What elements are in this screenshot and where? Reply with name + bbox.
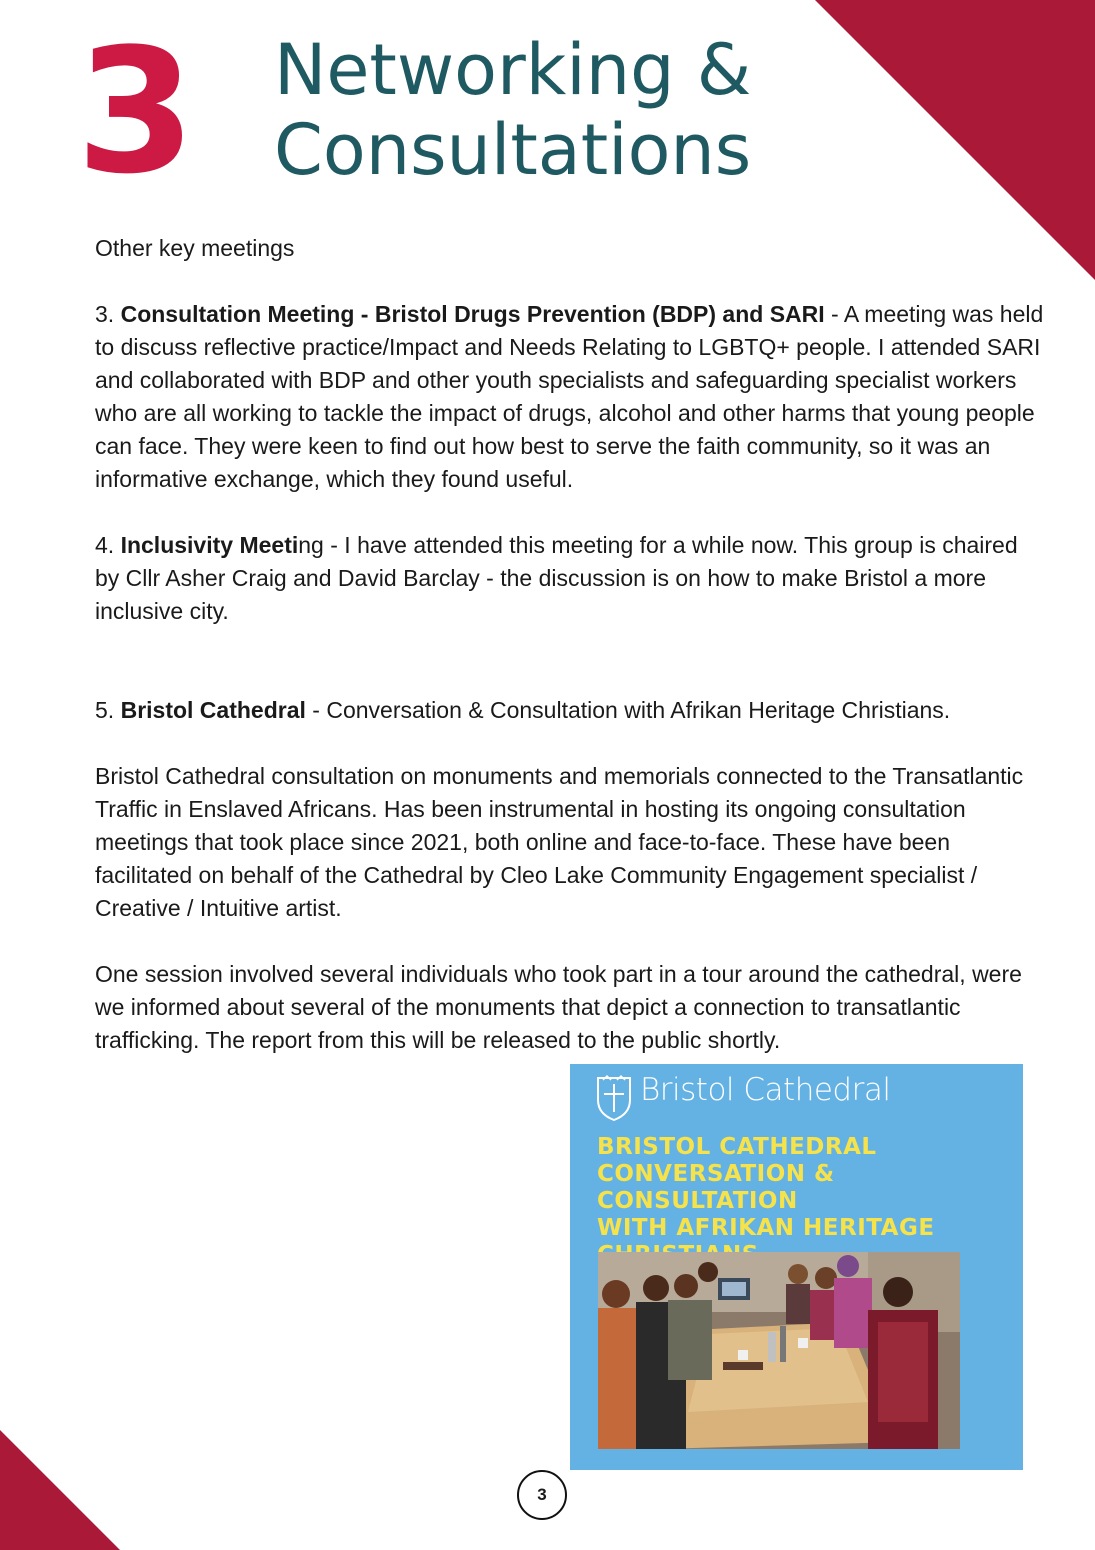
meeting-item-4 bbox=[95, 529, 1045, 628]
page-title-line-1: Networking & bbox=[274, 29, 752, 111]
item-text: - A meeting was held to discuss reflective practice/Impact and Needs Relating to LGBTQ+ people. I attended SARI and collaborated with BDP and other youth specialists and safeguarding specialist workers who are all working to tackle the impact of drugs, alcohol and other harms that young people can face. They were keen to find out how best to serve the faith community, so it was an informative exchange, which they found useful. bbox=[95, 301, 1044, 492]
item-title: Bristol Cathedral bbox=[120, 697, 306, 723]
poster-heading-line: BRISTOL CATHEDRAL bbox=[597, 1134, 877, 1160]
item-text: - Conversation & Consultation with Afrikan Heritage Christians. bbox=[305, 697, 951, 723]
poster-heading bbox=[597, 1134, 1017, 1269]
session-paragraph: One session involved several individuals who took part in a tour around the cathedral, were we informed about several of the monuments that depict a connection to transatlantic trafficking. The report from this will be released to the public shortly. bbox=[95, 961, 1022, 1053]
item-title: Consultation Meeting - Bristol Drugs Prevention (BDP) and SARI bbox=[120, 301, 825, 327]
meeting-item-3 bbox=[95, 298, 1045, 496]
intro-text: Other key meetings bbox=[95, 235, 295, 261]
item-number: 3. bbox=[95, 301, 121, 327]
meeting-item-5 bbox=[95, 694, 1045, 727]
item-text: - I have attended this meeting for a while now. This group is chaired by Cllr Asher Craig and David Barclay - the discussion is on how to make Bristol a more inclusive city. bbox=[95, 532, 1018, 624]
section-number: 3 bbox=[76, 11, 192, 212]
cathedral-poster-image bbox=[570, 1064, 1023, 1470]
page-title-line-2: Consultations bbox=[274, 109, 752, 191]
group-photo bbox=[598, 1252, 960, 1449]
consultation-paragraph: Bristol Cathedral consultation on monuments and memorials connected to the Transatlantic Traffic in Enslaved Africans. Has been instrumental in hosting its ongoing consultation meetings that took place since 2021, both online and face-to-face. These have been facilitated on behalf of the Cathedral by Cleo Lake Community Engagement specialist / Creative / Intuitive artist. bbox=[95, 763, 1024, 921]
poster-heading-line: CONVERSATION & CONSULTATION bbox=[597, 1161, 835, 1214]
item-title: Inclusivity Meeti bbox=[120, 532, 299, 558]
corner-triangle-bottom-left bbox=[0, 1430, 120, 1550]
cathedral-crest-icon bbox=[594, 1074, 634, 1122]
poster-brand: Bristol Cathedral bbox=[640, 1072, 891, 1108]
poster-heading-line: WITH AFRIKAN HERITAGE bbox=[597, 1215, 935, 1241]
page-number-badge: 3 bbox=[517, 1470, 567, 1520]
page-title bbox=[274, 30, 751, 190]
body-content bbox=[95, 232, 1045, 1057]
item-number: 5. bbox=[95, 697, 121, 723]
item-title-rest: ng bbox=[298, 532, 324, 558]
item-number: 4. bbox=[95, 532, 121, 558]
